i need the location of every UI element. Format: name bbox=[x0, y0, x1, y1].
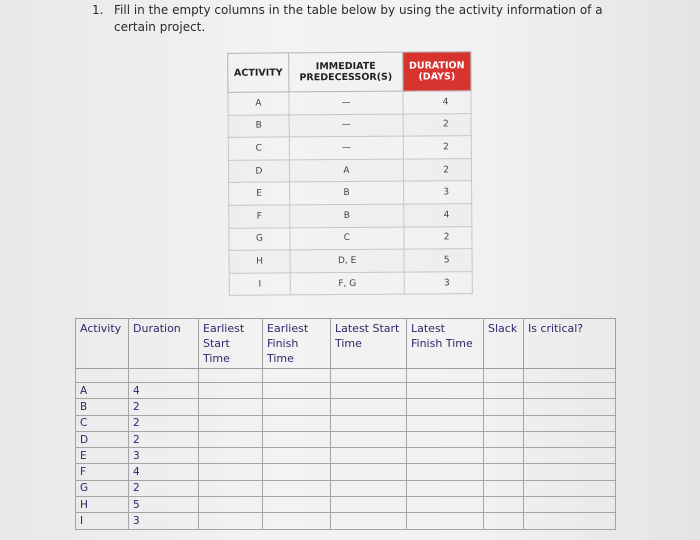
table-row bbox=[228, 158, 471, 182]
ef-cell[interactable] bbox=[263, 513, 331, 529]
predecessor-cell: — bbox=[289, 114, 403, 137]
ls-cell[interactable] bbox=[331, 415, 407, 431]
activity-cell: C bbox=[228, 137, 289, 160]
lf-cell[interactable] bbox=[407, 415, 484, 431]
duration-cell: 2 bbox=[403, 113, 471, 136]
header-slack: Slack bbox=[484, 319, 524, 369]
critical-cell[interactable] bbox=[524, 513, 616, 529]
ef-cell[interactable] bbox=[263, 448, 331, 464]
duration-cell: 5 bbox=[129, 497, 199, 513]
blank-cell bbox=[524, 369, 616, 383]
slack-cell[interactable] bbox=[484, 415, 524, 431]
duration-cell: 2 bbox=[129, 431, 199, 447]
es-cell[interactable] bbox=[199, 513, 263, 529]
predecessor-cell: B bbox=[290, 204, 404, 227]
duration-cell: 4 bbox=[129, 383, 199, 399]
critical-cell[interactable] bbox=[524, 464, 616, 480]
lf-cell[interactable] bbox=[407, 448, 484, 464]
slack-cell[interactable] bbox=[484, 513, 524, 529]
duration-cell: 3 bbox=[404, 271, 472, 294]
table-row bbox=[76, 383, 616, 399]
es-cell[interactable] bbox=[199, 448, 263, 464]
ls-cell[interactable] bbox=[331, 513, 407, 529]
lf-cell[interactable] bbox=[407, 431, 484, 447]
table-row bbox=[229, 181, 472, 205]
blank-cell bbox=[263, 369, 331, 383]
predecessor-cell: C bbox=[290, 227, 404, 250]
es-cell[interactable] bbox=[199, 480, 263, 496]
ef-cell[interactable] bbox=[263, 464, 331, 480]
duration-cell: 5 bbox=[404, 249, 472, 272]
answer-table bbox=[75, 318, 616, 530]
predecessor-cell: D, E bbox=[290, 249, 404, 272]
ls-cell[interactable] bbox=[331, 497, 407, 513]
table-row bbox=[229, 249, 472, 273]
es-cell[interactable] bbox=[199, 399, 263, 415]
lf-cell[interactable] bbox=[407, 480, 484, 496]
blank-cell bbox=[129, 369, 199, 383]
slack-cell[interactable] bbox=[484, 497, 524, 513]
duration-cell: 3 bbox=[129, 448, 199, 464]
table-row bbox=[228, 136, 471, 160]
critical-cell[interactable] bbox=[524, 448, 616, 464]
blank-cell bbox=[199, 369, 263, 383]
blank-cell bbox=[331, 369, 407, 383]
table-row bbox=[228, 91, 471, 115]
lf-cell[interactable] bbox=[407, 399, 484, 415]
header-earliest-start: Earliest Start Time bbox=[199, 319, 263, 369]
predecessor-cell: A bbox=[289, 159, 403, 182]
duration-cell: 2 bbox=[129, 399, 199, 415]
ef-cell[interactable] bbox=[263, 497, 331, 513]
ef-cell[interactable] bbox=[263, 480, 331, 496]
duration-cell: 2 bbox=[403, 136, 471, 159]
lf-cell[interactable] bbox=[407, 513, 484, 529]
table-row bbox=[228, 113, 471, 137]
header-latest-finish: Latest Finish Time bbox=[407, 319, 484, 369]
activity-cell: D bbox=[76, 431, 129, 447]
lf-cell[interactable] bbox=[407, 383, 484, 399]
duration-cell: 3 bbox=[129, 513, 199, 529]
table-row bbox=[76, 480, 616, 496]
activity-cell: C bbox=[76, 415, 129, 431]
table-row bbox=[76, 448, 616, 464]
header-earliest-finish: Earliest Finish Time bbox=[263, 319, 331, 369]
duration-cell: 4 bbox=[129, 464, 199, 480]
duration-cell: 2 bbox=[129, 480, 199, 496]
table-row bbox=[76, 431, 616, 447]
slack-cell[interactable] bbox=[484, 448, 524, 464]
ls-cell[interactable] bbox=[331, 480, 407, 496]
ls-cell[interactable] bbox=[331, 464, 407, 480]
activity-cell: E bbox=[76, 448, 129, 464]
lf-cell[interactable] bbox=[407, 497, 484, 513]
slack-cell[interactable] bbox=[484, 464, 524, 480]
ef-cell[interactable] bbox=[263, 431, 331, 447]
duration-cell: 3 bbox=[404, 181, 472, 204]
ls-cell[interactable] bbox=[331, 448, 407, 464]
critical-cell[interactable] bbox=[524, 383, 616, 399]
ef-cell[interactable] bbox=[263, 383, 331, 399]
table-row bbox=[76, 464, 616, 480]
critical-cell[interactable] bbox=[524, 399, 616, 415]
header-is-critical: Is critical? bbox=[524, 319, 616, 369]
header-duration: Duration bbox=[129, 319, 199, 369]
header-predecessor: IMMEDIATE PREDECESSOR(S) bbox=[289, 52, 403, 92]
table-row bbox=[76, 513, 616, 529]
duration-cell: 4 bbox=[404, 204, 472, 227]
header-activity: Activity bbox=[76, 319, 129, 369]
activity-cell: D bbox=[228, 160, 289, 183]
question-number: 1. bbox=[92, 3, 104, 17]
ef-cell[interactable] bbox=[263, 399, 331, 415]
header-activity: ACTIVITY bbox=[228, 53, 289, 92]
predecessor-cell: — bbox=[289, 91, 403, 114]
blank-cell bbox=[484, 369, 524, 383]
critical-cell[interactable] bbox=[524, 497, 616, 513]
duration-cell: 2 bbox=[404, 226, 472, 249]
lf-cell[interactable] bbox=[407, 464, 484, 480]
duration-cell: 4 bbox=[403, 91, 471, 114]
blank-cell bbox=[76, 369, 129, 383]
slack-cell[interactable] bbox=[484, 480, 524, 496]
activity-info-table bbox=[227, 51, 473, 296]
activity-cell: H bbox=[229, 250, 290, 273]
duration-cell: 2 bbox=[403, 158, 471, 181]
table-row bbox=[229, 226, 472, 250]
header-latest-start: Latest Start Time bbox=[331, 319, 407, 369]
activity-cell: G bbox=[76, 480, 129, 496]
critical-cell[interactable] bbox=[524, 480, 616, 496]
activity-cell: A bbox=[76, 383, 129, 399]
activity-cell: H bbox=[76, 497, 129, 513]
activity-cell: B bbox=[228, 115, 289, 138]
predecessor-cell: — bbox=[289, 136, 403, 159]
predecessor-cell: B bbox=[290, 182, 404, 205]
activity-cell: F bbox=[76, 464, 129, 480]
ls-cell[interactable] bbox=[331, 431, 407, 447]
activity-cell: G bbox=[229, 227, 290, 250]
es-cell[interactable] bbox=[199, 415, 263, 431]
table-row bbox=[76, 415, 616, 431]
ls-cell[interactable] bbox=[331, 383, 407, 399]
activity-cell: A bbox=[228, 92, 289, 115]
critical-cell[interactable] bbox=[524, 431, 616, 447]
activity-cell: B bbox=[76, 399, 129, 415]
header-duration: DURATION (DAYS) bbox=[403, 52, 471, 91]
slack-cell[interactable] bbox=[484, 383, 524, 399]
activity-cell: E bbox=[229, 182, 290, 205]
slack-cell[interactable] bbox=[484, 399, 524, 415]
es-cell[interactable] bbox=[199, 497, 263, 513]
activity-cell: F bbox=[229, 205, 290, 228]
table-row bbox=[76, 369, 616, 383]
table-row bbox=[229, 271, 472, 295]
table-row bbox=[76, 497, 616, 513]
es-cell[interactable] bbox=[199, 431, 263, 447]
critical-cell[interactable] bbox=[524, 415, 616, 431]
predecessor-cell: F, G bbox=[290, 272, 404, 295]
es-cell[interactable] bbox=[199, 464, 263, 480]
ls-cell[interactable] bbox=[331, 399, 407, 415]
duration-cell: 2 bbox=[129, 415, 199, 431]
blank-cell bbox=[407, 369, 484, 383]
question-text: Fill in the empty columns in the table below by using the activity information of a certain project. bbox=[114, 3, 603, 34]
ef-cell[interactable] bbox=[263, 415, 331, 431]
slack-cell[interactable] bbox=[484, 431, 524, 447]
table-row bbox=[229, 204, 472, 228]
activity-cell: I bbox=[229, 273, 290, 296]
es-cell[interactable] bbox=[199, 383, 263, 399]
activity-cell: I bbox=[76, 513, 129, 529]
table-row bbox=[76, 399, 616, 415]
